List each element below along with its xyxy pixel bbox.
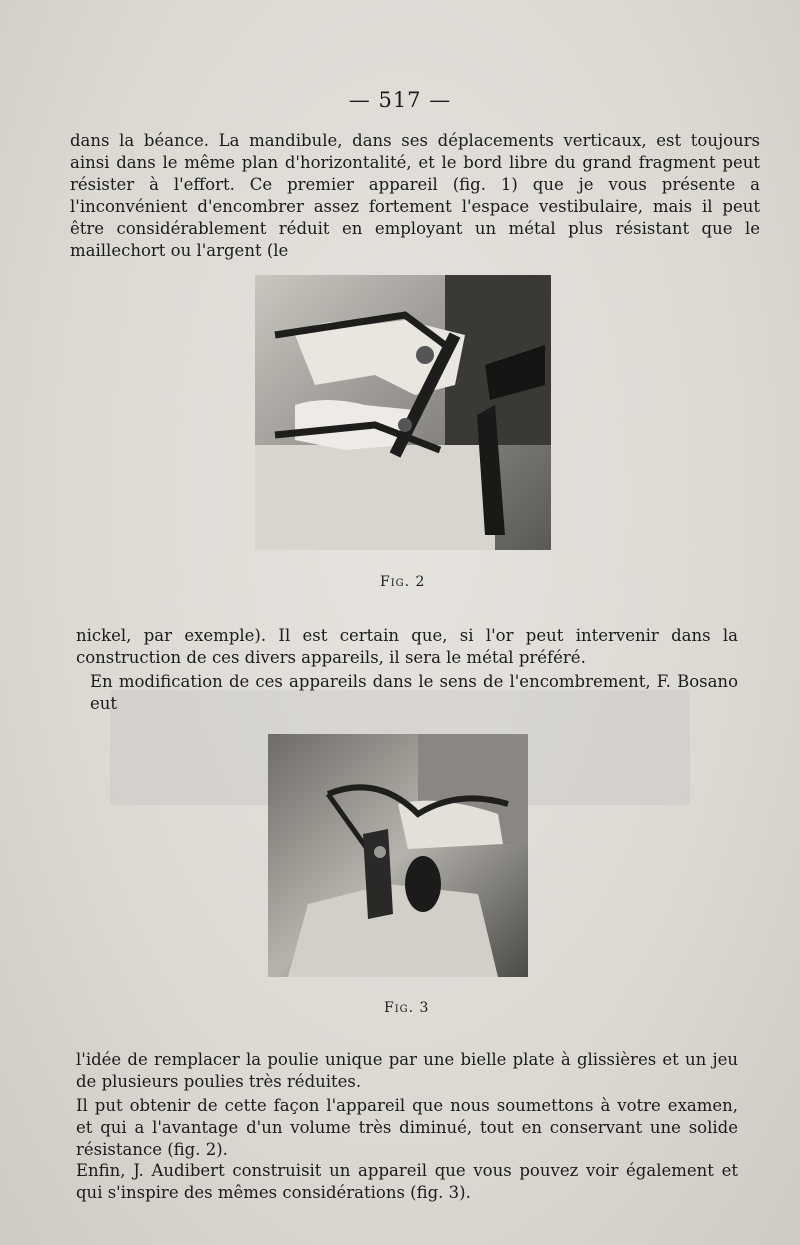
paragraph-4: l'idée de remplacer la poulie unique par une bielle plate à glissières et un jeu de plusieurs poulies très réduites.: [76, 1050, 738, 1091]
dental-apparatus-illustration: [268, 734, 528, 977]
paragraph-6: Enfin, J. Audibert construisit un appareil que vous pouvez voir également et qui s'inspire des mêmes considérations (fig. 3).: [76, 1161, 738, 1202]
paragraph-1: dans la béance. La mandibule, dans ses déplacements verticaux, est toujours ainsi dans le même plan d'horizontalité, et le bord libre du grand fragment peut résister à l'effort. Ce premier appareil (fig. 1) que je vous présente a l'inconvénient d'encombrer assez fortement l'espace vestibulaire, mais il peut être considérablement réduit en employant un métal plus résistant que le maillechort ou l'argent (le: [70, 131, 760, 260]
figure-3-caption: Fig. 3: [384, 1000, 430, 1016]
figure-2-photo: [255, 275, 551, 550]
paragraph-2: nickel, par exemple). Il est certain que, si l'or peut intervenir dans la construction de ces divers appareils, il sera le métal préféré.: [76, 626, 738, 667]
page-number: — 517 —: [348, 88, 452, 112]
paragraph-5: Il put obtenir de cette façon l'appareil que nous soumettons à votre examen, et qui a l'avantage d'un volume très diminué, tout en conservant une solide résistance (fig. 2).: [76, 1096, 738, 1159]
paragraph-3: En modification de ces appareils dans le sens de l'encombrement, F. Bosano eut: [90, 672, 738, 713]
figure-3-photo: [268, 734, 528, 977]
figure-2-caption: Fig. 2: [380, 574, 426, 590]
dental-apparatus-illustration: [255, 275, 551, 550]
